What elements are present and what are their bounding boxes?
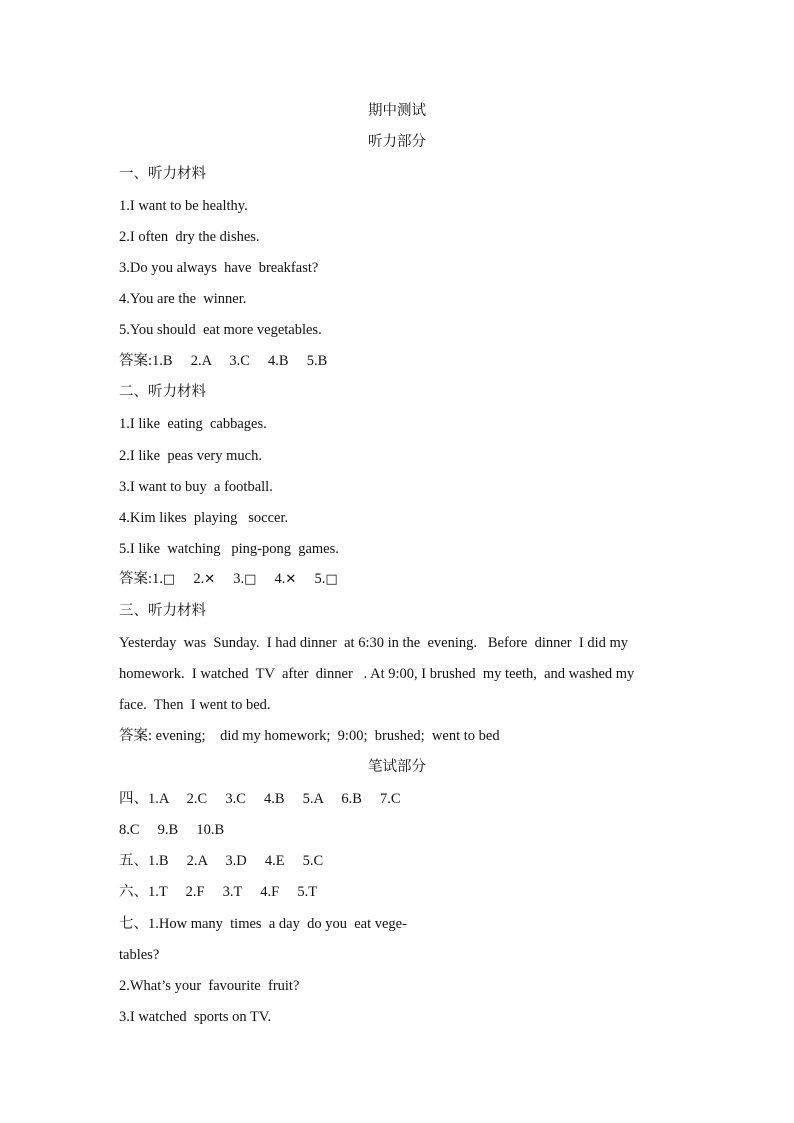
section4-answers [119,789,401,809]
empty-box-icon: □ [325,572,338,587]
answer-text: : evening; did my homework; 9:00; brushed; went to bed [148,728,500,744]
section3-passage-line: face. Then I went to bed. [119,697,271,713]
answer-num: 2. [193,571,205,587]
answer-text: :1.B 2.A 3.C 4.B 5.B [148,353,328,369]
answer-text: 1.T 2.F 3.T 4.F 5.T [148,884,318,900]
section6-answers [119,882,317,902]
section1-answer [119,351,327,371]
section5-label: 五、 [119,853,148,869]
answer-num: 4. [274,571,286,587]
section5-answers [119,851,323,871]
section4-answers-cont: 8.C 9.B 10.B [119,822,225,838]
section7-answers [119,914,407,934]
section1-heading: 一、听力材料 [119,166,206,182]
section1-line: 2.I often dry the dishes. [119,229,260,245]
section1-line: 4.You are the winner. [119,291,247,307]
listening-part-header: 听力部分 [368,134,426,150]
section2-line: 1.I like eating cabbages. [119,416,267,432]
section1-line: 1.I want to be healthy. [119,198,248,214]
section2-line: 3.I want to buy a football. [119,479,273,495]
answer-num: 5. [314,571,326,587]
section3-answer [119,726,500,746]
page-title: 期中测试 [368,103,426,119]
answer-text: 1.A 2.C 3.C 4.B 5.A 6.B 7.C [148,791,401,807]
section4-label: 四、 [119,791,148,807]
section2-heading: 二、听力材料 [119,384,206,400]
cross-icon: ✕ [204,572,216,587]
section3-passage-line: Yesterday was Sunday. I had dinner at 6:30 in the evening. Before dinner I did my [119,635,629,651]
answer-num: 3. [233,571,245,587]
section2-answer [119,569,338,590]
answer-label: 答案 [119,728,148,744]
writing-part-header: 笔试部分 [368,759,426,775]
section7-label: 七、 [119,916,148,932]
answer-num: :1. [148,571,163,587]
section1-line: 5.You should eat more vegetables. [119,322,322,338]
answer-label: 答案 [119,571,148,587]
cross-icon: ✕ [285,572,297,587]
section1-line: 3.Do you always have breakfast? [119,260,319,276]
section2-line: 2.I like peas very much. [119,448,262,464]
answer-text: 1.How many times a day do you eat vege- [148,916,407,932]
empty-box-icon: □ [244,572,257,587]
section7-line: tables? [119,947,160,963]
answer-label: 答案 [119,353,148,369]
section7-line: 2.What’s your favourite fruit? [119,978,300,994]
section3-passage-line: homework. I watched TV after dinner . At 9:00, I brushed my teeth, and washed my [119,666,635,682]
section6-label: 六、 [119,884,148,900]
answer-text: 1.B 2.A 3.D 4.E 5.C [148,853,324,869]
section3-heading: 三、听力材料 [119,603,206,619]
section2-line: 4.Kim likes playing soccer. [119,510,289,526]
section2-line: 5.I like watching ping-pong games. [119,541,339,557]
section7-line: 3.I watched sports on TV. [119,1009,272,1025]
empty-box-icon: □ [162,572,176,587]
